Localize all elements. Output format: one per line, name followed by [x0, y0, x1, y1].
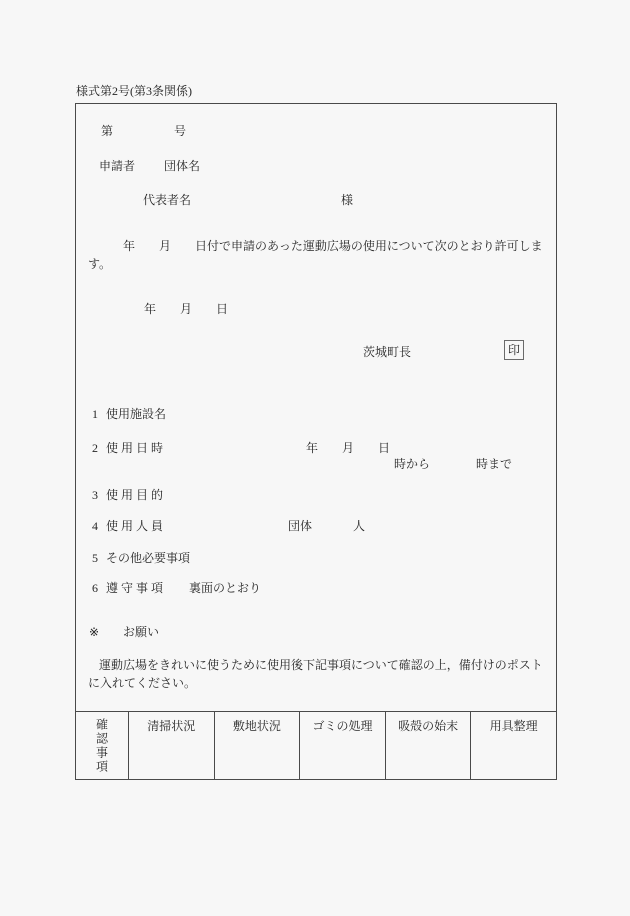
form-style-label: 様式第2号(第3条関係): [76, 84, 192, 98]
form-border-box: [75, 103, 557, 780]
item-5-num: 5: [92, 551, 98, 565]
item-2-num: 2: [92, 441, 98, 455]
item-6-value: 裏面のとおり: [189, 581, 262, 595]
group-name-label: 団体名: [164, 159, 201, 173]
permit-statement-line2: す。: [88, 257, 112, 271]
item-5-label: その他必要事項: [106, 551, 191, 565]
item-1-num: 1: [92, 407, 98, 421]
check-table-col-grounds: 敷地状況: [214, 712, 300, 779]
notice-marker: ※: [89, 625, 100, 639]
check-table-row-header: 確認事項: [94, 717, 109, 774]
doc-number-prefix: 第: [101, 124, 114, 138]
item-4-label: 使 用 人 員: [106, 519, 164, 533]
notice-title: お願い: [123, 625, 160, 639]
doc-number-suffix: 号: [174, 124, 187, 138]
check-table-col-cigarette: 吸殻の始末: [385, 712, 471, 779]
permit-statement-line1: 年 月 日付で申請のあった運動広場の使用について次のとおり許可しま: [123, 239, 543, 253]
check-table-col-cleaning: 清掃状況: [128, 712, 214, 779]
item-2-time-to: 時まで: [476, 457, 513, 471]
item-4-num: 4: [92, 519, 98, 533]
item-1-label: 使用施設名: [106, 407, 167, 421]
notice-line1: 運動広場をきれいに使うために使用後下記事項について確認の上，備付けのポスト: [99, 658, 543, 672]
check-table-row-header-cell: [76, 712, 128, 779]
applicant-label: 申請者: [99, 159, 136, 173]
item-2-label: 使 用 日 時: [106, 441, 164, 455]
seal-mark: 印: [504, 340, 524, 360]
check-table-col-garbage: ゴミの処理: [299, 712, 385, 779]
item-4-group: 団体: [288, 519, 313, 533]
item-6-num: 6: [92, 581, 98, 595]
item-4-unit: 人: [353, 519, 366, 533]
item-6-label: 遵 守 事 項: [106, 581, 164, 595]
item-3-num: 3: [92, 488, 98, 502]
check-table: [76, 711, 556, 779]
item-3-label: 使 用 目 的: [106, 488, 164, 502]
item-2-date: 年 月 日: [306, 441, 391, 455]
representative-label: 代表者名: [143, 193, 192, 207]
item-2-time-from: 時から: [394, 457, 431, 471]
issue-date-line: 年 月 日: [144, 302, 229, 316]
notice-line2: に入れてください。: [88, 676, 197, 690]
mayor-name: 茨城町長: [363, 345, 412, 359]
check-table-col-equipment: 用具整理: [470, 712, 556, 779]
honorific-label: 様: [341, 193, 354, 207]
